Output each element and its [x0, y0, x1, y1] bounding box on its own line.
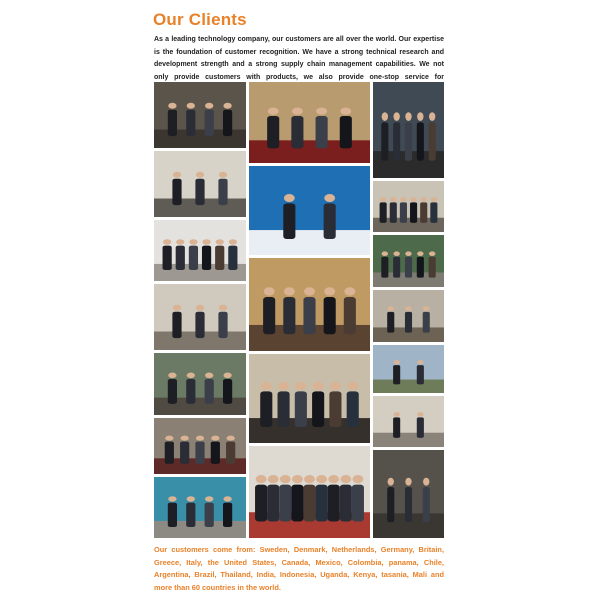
photo-group-hallway [373, 235, 444, 287]
photo-office-handshake [373, 396, 444, 447]
client-photo-collage [154, 82, 444, 538]
photo-store-visit [154, 477, 246, 538]
photo-workshop-visit [373, 450, 444, 538]
photo-office-desk [154, 151, 246, 217]
photo-laptop-meeting [154, 284, 246, 350]
customer-countries-text: Our customers come from: Sweden, Denmark, Netherlands, Germany, Britain, Greece, Italy, the United States, Canada, Mexico, Colombia, panama, Chile, Argentina, Brazil, Thailand, India, Indonesia, Uganda, Kenya, tasania, Mali and more than 60 countries in the world. [154, 545, 444, 592]
photo-group-outdoors [373, 82, 444, 178]
photo-company-entrance [249, 446, 370, 538]
photo-team-standing [154, 220, 246, 281]
photo-workers-helmets [154, 353, 246, 415]
photo-sofa-meeting [373, 290, 444, 342]
photo-exhibition-booth [249, 166, 370, 255]
photo-meeting-room [154, 82, 246, 148]
photo-official-meeting [249, 354, 370, 443]
photo-signing-ceremony [249, 82, 370, 163]
page-title: Our Clients [153, 10, 247, 29]
photo-building-exterior [373, 345, 444, 393]
photo-hotel-lobby [249, 258, 370, 351]
intro-paragraph: As a leading technology company, our customers are all over the world. Our expertise is the foundation of customer recognition. We have a strong technical research and development strength and a strong supply chain management capabilities. We not only provide customers with products, we also provide one-stop service for [154, 36, 444, 81]
photo-conference-table [154, 418, 246, 474]
photo-group-office [373, 181, 444, 232]
